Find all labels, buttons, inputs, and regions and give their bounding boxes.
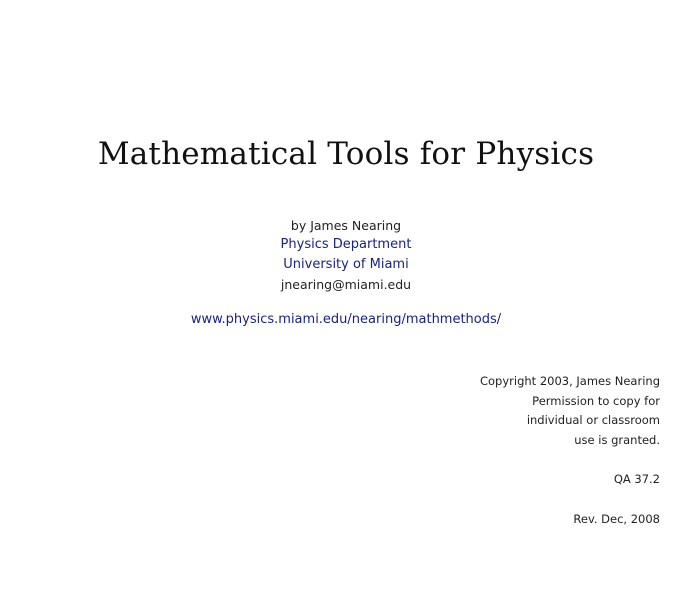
document-title: Mathematical Tools for Physics [97,136,595,172]
copyright-line: Copyright 2003, James Nearing [479,374,660,388]
copyright-line: Permission to copy for [532,393,660,408]
copyright-line: use is granted. [574,432,660,447]
author-email: jnearing@miami.edu [280,277,412,292]
revision-date: Rev. Dec, 2008 [573,512,660,526]
copyright-notice [360,372,660,450]
author-line: by James Nearing [290,218,402,233]
call-number: QA 37.2 [613,472,660,486]
course-url-link[interactable]: www.physics.miami.edu/nearing/mathmethods/ [190,312,502,327]
department-link[interactable]: Physics Department [280,237,412,252]
university-link[interactable]: University of Miami [283,257,409,272]
copyright-line: individual or classroom [526,413,660,427]
